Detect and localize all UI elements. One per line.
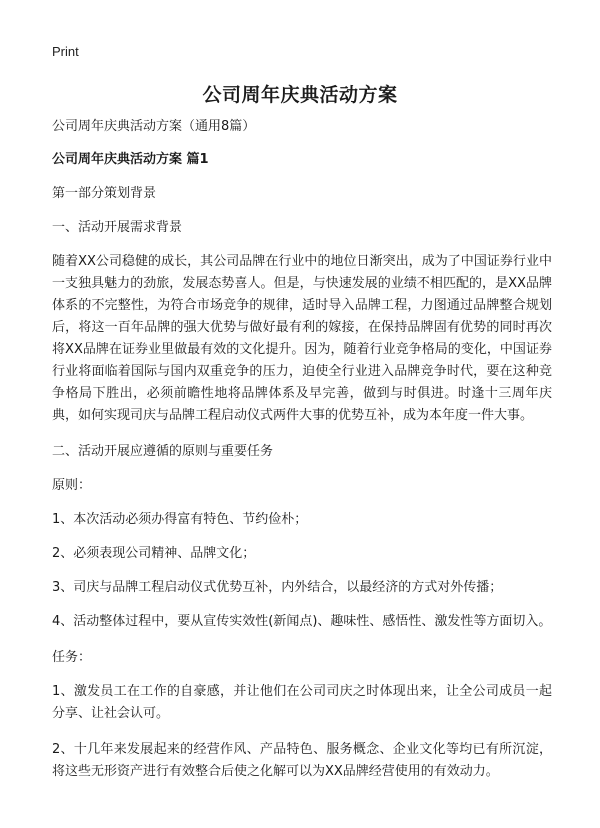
section2-heading: 二、活动开展应遵循的原则与重要任务	[52, 444, 274, 459]
task-item: 1、激发员工在工作的自豪感，并让他们在公司司庆之时体现出来，让全公司成员一起分享、让社会认可。	[52, 684, 552, 721]
document-subtitle: 公司周年庆典活动方案（通用8篇）	[52, 119, 256, 134]
principle-item: 4、活动整体过程中，要从宣传实效性(新闻点)、趣味性、感悟性、激发性等方面切入。	[52, 614, 552, 629]
principle-item: 2、必须表现公司精神、品牌文化；	[52, 546, 256, 561]
principles-label: 原则：	[52, 478, 92, 493]
document-body	[52, 116, 552, 797]
principle-item: 3、司庆与品牌工程启动仪式优势互补，内外结合，以最经济的方式对外传播；	[52, 580, 503, 595]
task-item: 2、十几年来发展起来的经营作风、产品特色、服务概念、企业文化等均已有所沉淀，将这些无形资产进行有效整合后使之化解可以为XX品牌经营使用的有效动力。	[52, 742, 552, 779]
section1-heading: 一、活动开展需求背景	[52, 220, 183, 235]
background-paragraph: 随着XX公司稳健的成长，其公司品牌在行业中的地位日渐突出，成为了中国证券行业中一支独具魅力的劲旅，发展态势喜人。但是，与快速发展的业绩不相匹配的，是XX品牌体系的不完整性，为符合市场竞争的规律，适时导入品牌工程，力图通过品牌整合规划后，将这一百年品牌的强大优势与做好最有利的嫁接，在保持品牌固有优势的同时再次将XX品牌在证券业里做最有效的文化提升。因为，随着行业竞争格局的变化，中国证券行业将面临着国际与国内双重竞争的压力，迫使全行业进入品牌竞争时代，要在这种竞争格局下胜出，必须前瞻性地将品牌体系及早完善，做到与时俱进。时逢十三周年庆典，如何实现司庆与品牌工程启动仪式两件大事的优势互补，成为本年度一件大事。	[52, 254, 552, 423]
print-link[interactable]: Print	[52, 44, 79, 59]
principle-item: 1、本次活动必须办得富有特色、节约俭朴；	[52, 512, 308, 527]
chapter-heading: 公司周年庆典活动方案 篇1	[52, 152, 209, 167]
tasks-label: 任务：	[52, 650, 92, 665]
document-title: 公司周年庆典活动方案	[202, 84, 398, 106]
part-heading: 第一部分策划背景	[52, 186, 157, 201]
